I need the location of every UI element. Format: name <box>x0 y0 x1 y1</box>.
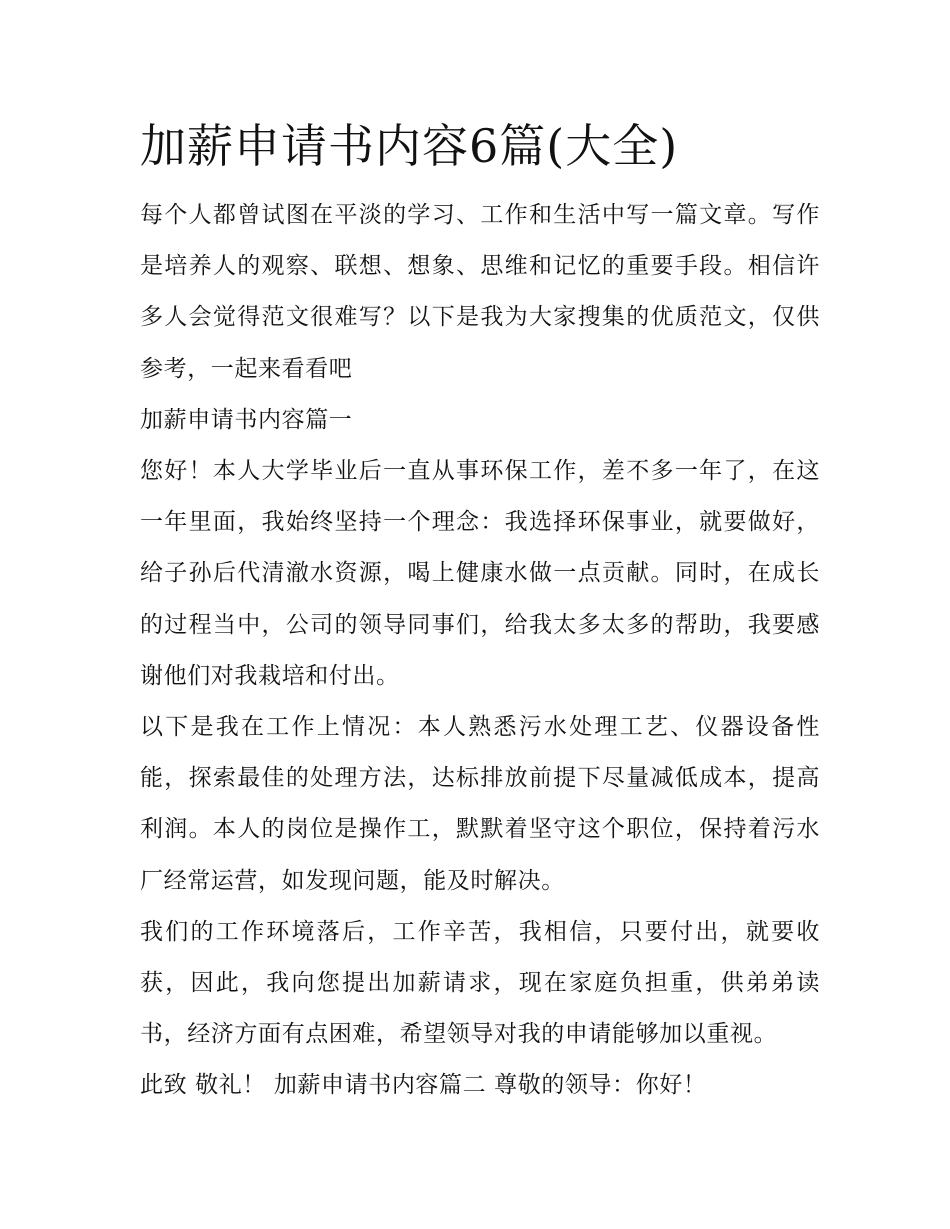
body-paragraph: 以下是我在工作上情况：本人熟悉污水处理工艺、仪器设备性能，探索最佳的处理方法，达标排放前提下尽量减低成本，提高利润。本人的岗位是操作工，默默着坚守这个职位，保持着污水厂经常运营，如发现问题，能及时解决。 <box>140 714 820 894</box>
body-paragraph: 您好！本人大学毕业后一直从事环保工作，差不多一年了，在这一年里面，我始终坚持一个理念：我选择环保事业，就要做好，给子孙后代清澈水资源，喝上健康水做一点贡献。同时，在成长的过程当中，公司的领导同事们，给我太多太多的帮助，我要感谢他们对我栽培和付出。 <box>140 458 820 689</box>
closing-paragraph: 此致 敬礼！ 加薪申请书内容篇二 尊敬的领导：你好！ <box>140 1072 707 1099</box>
body-paragraph: 我们的工作环境落后，工作辛苦，我相信，只要付出，就要收获，因此，我向您提出加薪请求，现在家庭负担重，供弟弟读书，经济方面有点困难，希望领导对我的申请能够加以重视。 <box>140 918 820 1048</box>
document-title: 加薪申请书内容6篇(大全) <box>140 119 679 173</box>
section-heading-1: 加薪申请书内容篇一 <box>140 406 353 433</box>
document-page <box>140 112 820 1112</box>
intro-paragraph: 每个人都曾试图在平淡的学习、工作和生活中写一篇文章。写作是培养人的观察、联想、想象、思维和记忆的重要手段。相信许多人会觉得范文很难写？以下是我为大家搜集的优质范文，仅供参考，一起来看看吧 <box>140 202 820 382</box>
